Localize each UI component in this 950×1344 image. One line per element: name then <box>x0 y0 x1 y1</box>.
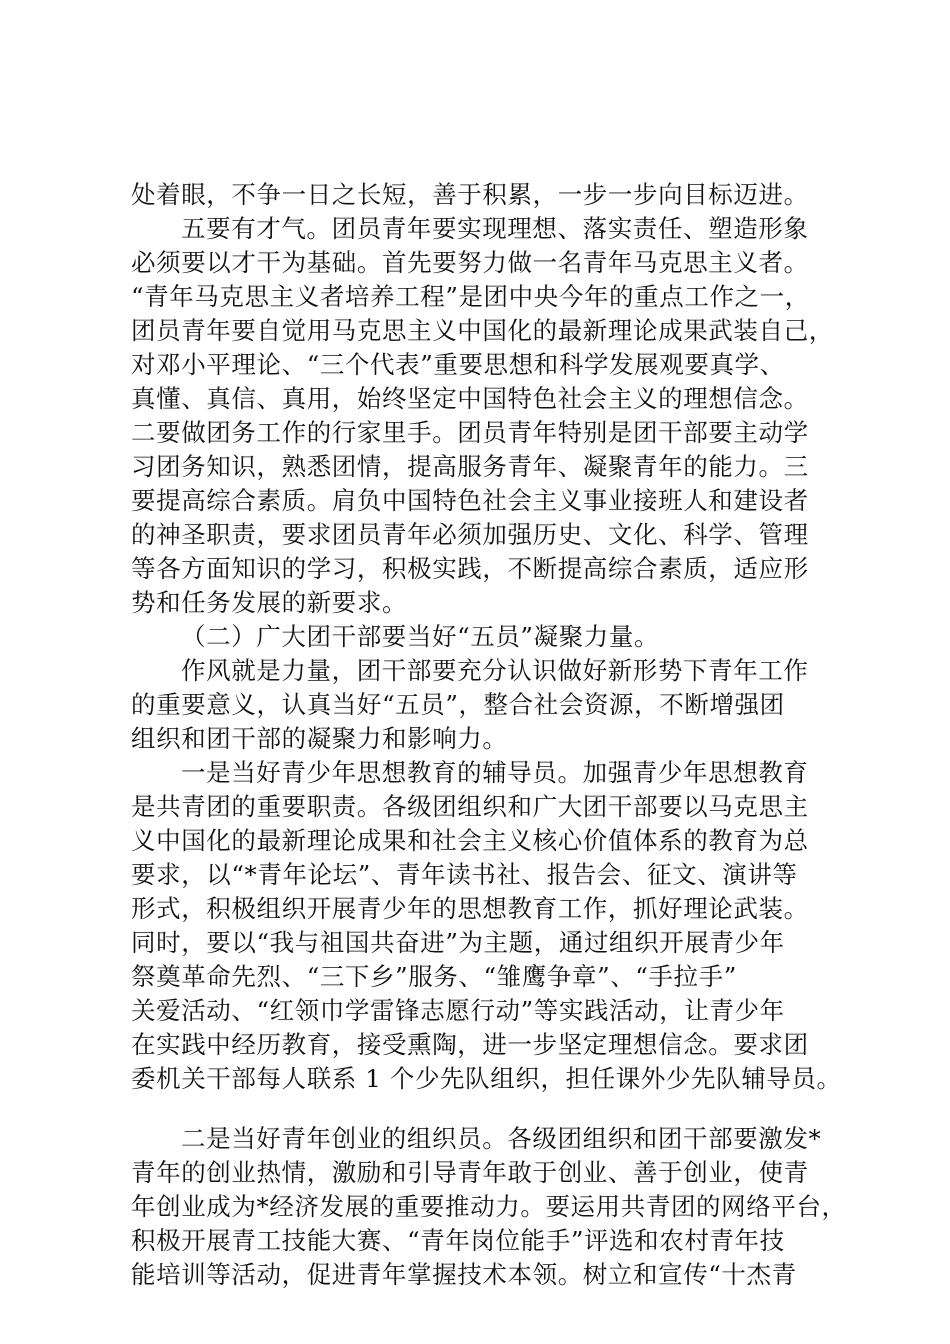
text-line: 能培训等活动，促进青年掌握技术本领。树立和宣传“十杰青 <box>131 1260 797 1289</box>
text-line: 团员青年要自觉用马克思主义中国化的最新理论成果武装自己， <box>131 316 834 345</box>
text-line: 势和任务发展的新要求。 <box>131 588 408 617</box>
text-line: 习团务知识，熟悉团情，提高服务青年、凝聚青年的能力。三 <box>131 452 809 481</box>
text-line: 的神圣职责，要求团员青年必须加强历史、文化、科学、管理 <box>131 520 809 549</box>
paragraph-start-line: 二是当好青年创业的组织员。各级团组织和团干部要激发* <box>181 1124 822 1153</box>
section-heading: （二）广大团干部要当好“五员”凝聚力量。 <box>181 622 660 651</box>
text-line: 等各方面知识的学习，积极实践，不断提高综合素质，适应形 <box>131 554 809 583</box>
text-line: “青年马克思主义者培养工程”是团中央今年的重点工作之一， <box>131 282 810 311</box>
text-line: 组织和团干部的凝聚力和影响力。 <box>131 724 508 753</box>
text-line: 形式，积极组织开展青少年的思想教育工作，抓好理论武装。 <box>131 894 809 923</box>
text-line: 年创业成为*经济发展的重要推动力。要运用共青团的网络平台， <box>131 1192 847 1221</box>
text-line: 要求，以“*青年论坛”、青年读书社、报告会、征文、演讲等 <box>131 860 798 889</box>
paragraph-start-line: 作风就是力量，团干部要充分认识做好新形势下青年工作 <box>181 656 809 685</box>
paragraph-start-line: 五要有才气。团员青年要实现理想、落实责任、塑造形象 <box>181 214 809 243</box>
text-line: 在实践中经历教育，接受熏陶，进一步坚定理想信念。要求团 <box>131 1030 809 1059</box>
text-line: 必须要以才干为基础。首先要努力做一名青年马克思主义者。 <box>131 248 809 277</box>
text-line: 的重要意义，认真当好“五员”，整合社会资源，不断增强团 <box>131 690 785 719</box>
text-line: 处着眼，不争一日之长短，善于积累，一步一步向目标迈进。 <box>131 180 809 209</box>
text-line: 要提高综合素质。肩负中国特色社会主义事业接班人和建设者 <box>131 486 809 515</box>
text-line: 青年的创业热情，激励和引导青年敢于创业、善于创业，使青 <box>131 1158 809 1187</box>
text-line: 同时，要以“我与祖国共奋进”为主题，通过组织开展青少年 <box>131 928 785 957</box>
text-line: 二要做团务工作的行家里手。团员青年特别是团干部要主动学 <box>131 418 809 447</box>
text-line: 关爱活动、“红领巾学雷锋志愿行动”等实践活动，让青少年 <box>131 996 785 1025</box>
text-line: 祭奠革命先烈、“三下乡”服务、“雏鹰争章”、“手拉手” <box>131 962 737 991</box>
text-line: 积极开展青工技能大赛、“青年岗位能手”评选和农村青年技 <box>131 1226 785 1255</box>
text-line: 义中国化的最新理论成果和社会主义核心价值体系的教育为总 <box>131 826 809 855</box>
paragraph-start-line: 一是当好青少年思想教育的辅导员。加强青少年思想教育 <box>181 758 809 787</box>
text-line: 是共青团的重要职责。各级团组织和广大团干部要以马克思主 <box>131 792 809 821</box>
text-line: 委机关干部每人联系 1 个少先队组织，担任课外少先队辅导员。 <box>131 1064 842 1093</box>
text-line: 对邓小平理论、“三个代表”重要思想和科学发展观要真学、 <box>131 350 785 379</box>
text-line: 真懂、真信、真用，始终坚定中国特色社会主义的理想信念。 <box>131 384 809 413</box>
